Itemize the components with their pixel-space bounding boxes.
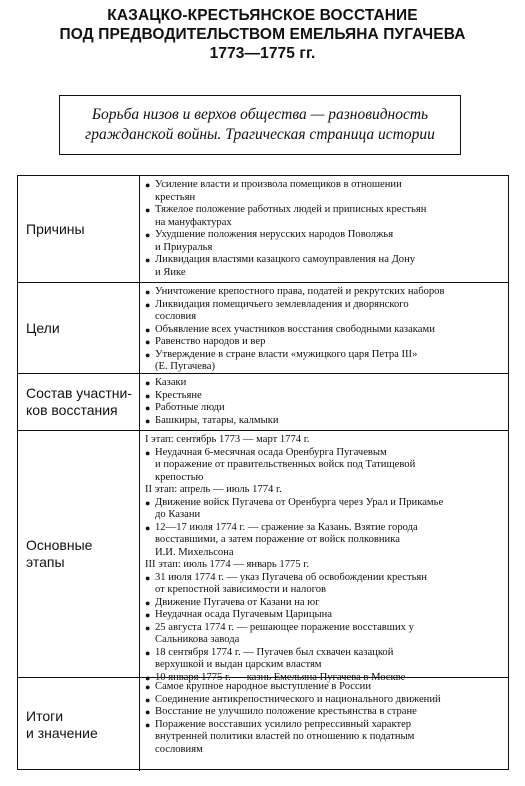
row-content-cell — [140, 176, 508, 282]
table-row-participants — [18, 374, 508, 431]
bullet-icon: ● — [145, 390, 151, 401]
title-line: ПОД ПРЕДВОДИТЕЛЬСТВОМ ЕМЕЛЬЯНА ПУГАЧЕВА — [59, 26, 466, 43]
list-item: ● Поражение восставших усилило репрессивный характер внутренней политики властей по отношению к податным сословиям — [145, 718, 415, 755]
list-item: ● Работные люди — [145, 402, 225, 413]
list-item: ● Утверждение в стране власти «мужицкого царя Петра III» (Е. Пугачева) — [145, 348, 418, 372]
bullet-icon: ● — [145, 378, 151, 388]
bullet-icon: ● — [145, 572, 151, 583]
summary-table — [17, 175, 509, 770]
bullet-icon: ● — [145, 694, 151, 705]
row-label: Цели — [26, 319, 60, 336]
list-item: ● Ухудшение положения нерусских народов Поволжья и Приуралья — [145, 229, 394, 253]
list-item: ● Неудачная осада Пугачевым Царицына — [145, 609, 332, 620]
table-row-stages — [18, 431, 508, 683]
title-years: 1773—1775 гг. — [209, 45, 316, 62]
row-label-cell — [18, 374, 140, 430]
stage-heading: I этап: сентябрь 1773 — март 1774 г. — [145, 434, 310, 445]
table-row-goals — [18, 283, 508, 374]
bullet-icon: ● — [145, 707, 151, 717]
list-item: ● 31 июля 1774 г. — указ Пугачева об освобождении крестьян от крепостной зависимости и налогов — [145, 571, 427, 595]
list-item: ● Объявление всех участников восстания свободными казаками — [145, 323, 435, 335]
bullet-icon: ● — [145, 324, 151, 335]
list-item: ● Крестьяне — [145, 389, 202, 401]
bullet-icon: ● — [145, 337, 151, 347]
bullet-icon: ● — [145, 497, 151, 508]
bullet-icon: ● — [145, 447, 151, 458]
row-label-cell — [18, 431, 140, 677]
bullet-icon: ● — [145, 647, 151, 658]
table-row-causes — [18, 176, 508, 283]
row-content-cell — [140, 431, 508, 683]
bullet-icon: ● — [145, 205, 151, 215]
bullet-icon: ● — [145, 682, 151, 692]
bullet-icon: ● — [145, 403, 151, 413]
definition-text: Борьба низов и верхов общества — разновидность гражданской войны. Трагическая страница истории — [85, 106, 435, 143]
row-content-cell — [140, 374, 508, 430]
row-label-cell — [18, 176, 140, 282]
bullet-icon: ● — [145, 622, 151, 633]
stage-heading: II этап: апрель — июль 1774 г. — [145, 484, 282, 495]
title-line: КАЗАЦКО-КРЕСТЬЯНСКОЕ ВОССТАНИЕ — [107, 7, 418, 24]
row-label: Итоги и значение — [26, 707, 98, 741]
bullet-icon: ● — [145, 719, 151, 730]
list-item: ● Восстание не улучшило положение крестьянства в стране — [145, 706, 417, 717]
list-item: ● Ликвидация властями казацкого самоуправления на Дону и Яике — [145, 254, 416, 278]
list-item: ● Усиление власти и произвола помещиков в отношении крестьян — [145, 179, 402, 203]
list-item: ● Казаки — [145, 377, 187, 388]
list-item: ● 18 сентября 1774 г. — Пугачев был схвачен казацкой верхушкой и выдан царским властям — [145, 646, 394, 670]
list-item: ● Самое крупное народное выступление в России — [145, 681, 371, 692]
row-label: Основные этапы — [26, 537, 93, 570]
row-content-cell — [140, 283, 508, 373]
bullet-icon: ● — [145, 610, 151, 620]
list-item: ● Движение войск Пугачева от Оренбурга через Урал и Прикамье до Казани — [145, 496, 444, 520]
bullet-icon: ● — [145, 415, 151, 426]
bullet-icon: ● — [145, 349, 151, 360]
row-content-cell — [140, 678, 508, 771]
list-item: ● 25 августа 1774 г. — решающее поражение восставших у Сальникова завода — [145, 621, 414, 645]
list-item: ● Соединение антикрепостнического и национального движений — [145, 693, 441, 705]
list-item: ● Движение Пугачева от Казани на юг — [145, 596, 320, 608]
stage-heading: III этап: июль 1774 — январь 1775 г. — [145, 559, 310, 570]
row-label-cell — [18, 283, 140, 373]
bullet-icon: ● — [145, 522, 151, 533]
bullet-icon: ● — [145, 299, 151, 310]
list-item: ● Ликвидация помещичьего землевладения и дворянского сословия — [145, 298, 409, 322]
list-item: ● 10 января 1775 г. — казнь Емельяна Пугачева в Москве — [145, 671, 406, 683]
bullet-icon: ● — [145, 255, 151, 265]
list-item: ● Башкиры, татары, калмыки — [145, 414, 279, 426]
bullet-icon: ● — [145, 672, 151, 683]
table-row-results — [18, 678, 508, 771]
bullet-icon: ● — [145, 230, 151, 240]
list-item: ● Тяжелое положение работных людей и приписных крестьян на мануфактурах — [145, 204, 427, 228]
list-item: ● Равенство народов и вер — [145, 336, 266, 347]
row-label: Причины — [26, 220, 85, 237]
bullet-icon: ● — [145, 597, 151, 608]
row-label-cell — [18, 678, 140, 771]
definition-box — [59, 95, 461, 155]
list-item: ● Уничтожение крепостного права, податей и рекрутских наборов — [145, 286, 445, 297]
bullet-icon: ● — [145, 287, 151, 297]
bullet-icon: ● — [145, 180, 151, 190]
document-title — [0, 6, 525, 63]
list-item: ● 12—17 июля 1774 г. — сражение за Казань. Взятие города восставшими, а затем поражение от войск полковника И.И. Михельсона — [145, 521, 418, 558]
list-item: ● Неудачная 6-месячная осада Оренбурга Пугачевым и поражение от правительственных войск под Татищевой крепостью — [145, 446, 416, 483]
row-label: Состав участни- ков восстания — [26, 385, 132, 418]
